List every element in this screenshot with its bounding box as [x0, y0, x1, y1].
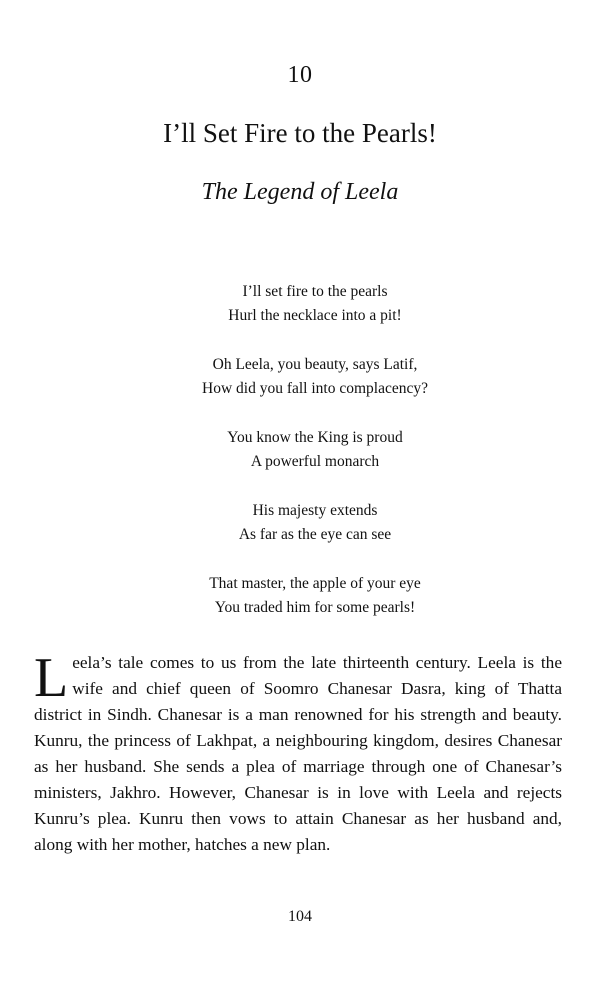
poem-line: You traded him for some pearls!	[214, 599, 416, 616]
body-paragraph	[34, 647, 562, 858]
poem-line: As far as the eye can see	[238, 526, 392, 543]
poem-stanza	[0, 499, 600, 547]
drop-cap: L	[34, 647, 69, 709]
poem-line: I’ll set fire to the pearls	[242, 283, 388, 300]
chapter-number: 10	[287, 62, 313, 88]
poem-line: You know the King is proud	[227, 429, 403, 446]
poem-line: A powerful monarch	[250, 453, 380, 470]
poem-line: Hurl the necklace into a pit!	[228, 307, 402, 324]
poem-stanza	[0, 426, 600, 474]
chapter-subtitle: The Legend of Leela	[201, 179, 399, 205]
page-number: 104	[288, 908, 312, 925]
body-text: eela’s tale comes to us from the late thirteenth century. Leela is the wife and chief queen of Soomro Chanesar Dasra, king of Thatta district in Sindh. Chanesar is a man renowned for his strength and beauty. Kunru, the princess of Lakhpat, a neighbouring kingdom, desires Chanesar as her husband. She sends a plea of marriage through one of Chanesar’s ministers, Jakhro. However, Chanesar is in love with Leela and rejects Kunru’s plea. Kunru then vows to attain Chanesar as her husband and, along with her mother, hatches a new plan.	[34, 653, 562, 854]
poem-stanza	[0, 353, 600, 401]
poem-line: How did you fall into complacency?	[202, 380, 428, 397]
poem-line: His majesty extends	[252, 502, 378, 519]
chapter-title: I’ll Set Fire to the Pearls!	[163, 118, 437, 148]
poem-stanza	[0, 280, 600, 328]
poem-line: Oh Leela, you beauty, says Latif,	[212, 356, 418, 373]
poem-stanza	[0, 572, 600, 620]
epigraph-poem	[0, 280, 600, 645]
poem-line: That master, the apple of your eye	[209, 575, 421, 592]
